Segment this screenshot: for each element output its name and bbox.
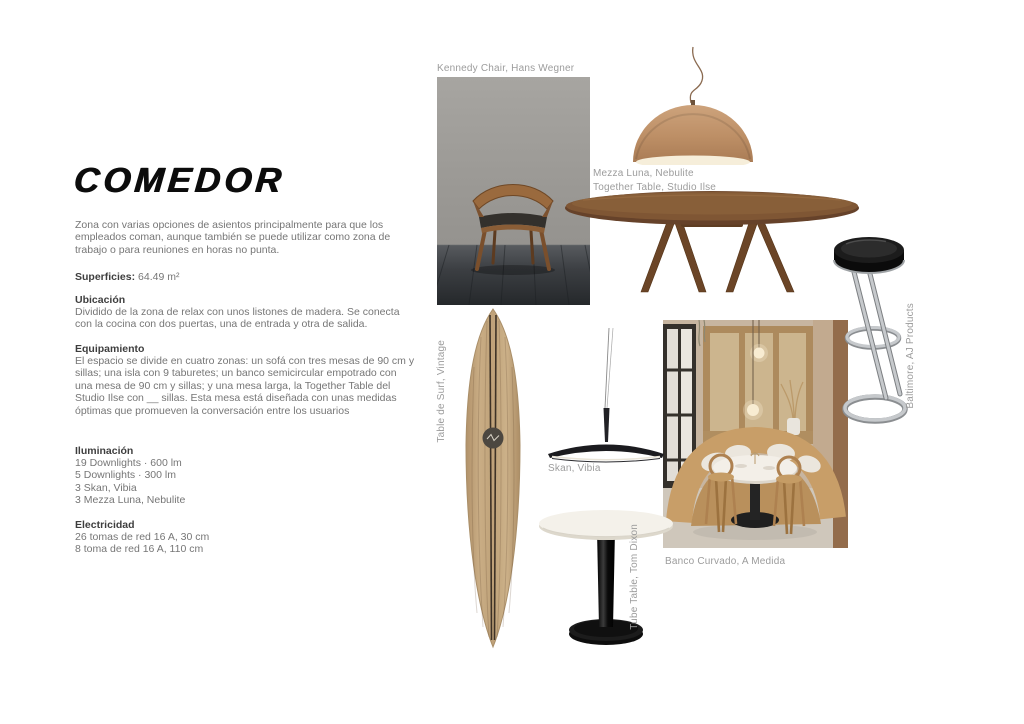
together-table-label: Together Table, Studio Ilse [593, 182, 717, 193]
section-list-iluminacion [75, 457, 417, 507]
section-heading-equipamiento: Equipamiento [75, 343, 145, 355]
tube-table-label: Tube Table, Tom Dixon [629, 524, 640, 630]
banco-curvado-illustration [663, 320, 848, 548]
section-heading-electricidad: Electricidad [75, 519, 135, 531]
surf-table-label: Table de Surf, Vintage [436, 340, 447, 443]
section-heading-ubicacion: Ubicación [75, 294, 126, 306]
iluminacion-line: 5 Downlights · 300 lm [75, 469, 176, 482]
section-list-electricidad [75, 531, 417, 556]
baltimore-stool [828, 230, 910, 425]
section-body-ubicacion: Dividido de la zona de relax con unos listones de madera. Se conecta con la cocina con dos puertas, una de entrada y otra de salida. [75, 306, 400, 331]
superficies-label: Superficies: [75, 271, 136, 283]
skan-lamp-illustration [545, 328, 667, 464]
together-table-illustration [563, 188, 861, 296]
tube-table [537, 508, 677, 648]
baltimore-stool-illustration [828, 230, 910, 425]
skan-lamp [545, 328, 667, 464]
banco-curvado-photo [663, 320, 848, 548]
electricidad-line: 8 toma de red 16 A, 110 cm [75, 543, 204, 556]
baltimore-label: Baltimore, AJ Products [905, 303, 916, 409]
together-table [563, 188, 861, 296]
mezza-luna-illustration [630, 45, 756, 165]
surfboard-table [453, 307, 533, 649]
electricidad-line: 26 tomas de red 16 A, 30 cm [75, 531, 210, 543]
surfboard-illustration [453, 307, 533, 649]
iluminacion-line: 19 Downlights · 600 lm [75, 457, 182, 469]
page-title: COMEDOR [72, 161, 287, 200]
skan-label: Skan, Vibia [548, 463, 601, 474]
intro-paragraph: Zona con varias opciones de asientos principalmente para que los empleados coman, aunque también se puede utilizar como zona de trabajo o para reuniones en horas no punta. [75, 219, 391, 256]
section-body-equipamiento: El espacio se divide en cuatro zonas: un sofá con tres mesas de 90 cm y sillas; una isla con 9 taburetes; un banco semicircular empotrado con una mesa de 90 cm y sillas; y una mesa larga, la Together Table del Studio Ilse con __ sillas. Esta mesa está diseñada con unas medidas óptimas que promueven la conversación entre los usuarios [75, 355, 415, 417]
kennedy-chair-label: Kennedy Chair, Hans Wegner [437, 63, 575, 74]
superficies-line [75, 271, 413, 283]
banco-curvado-label: Banco Curvado, A Medida [665, 556, 786, 567]
mezza-luna-lamp [630, 45, 756, 165]
section-heading-iluminacion: Iluminación [75, 445, 134, 457]
iluminacion-line: 3 Mezza Luna, Nebulite [75, 494, 186, 507]
superficies-value: 64.49 m² [138, 271, 180, 283]
tube-table-illustration [537, 508, 677, 648]
mezza-luna-label: Mezza Luna, Nebulite [593, 168, 694, 179]
iluminacion-line: 3 Skan, Vibia [75, 481, 137, 494]
